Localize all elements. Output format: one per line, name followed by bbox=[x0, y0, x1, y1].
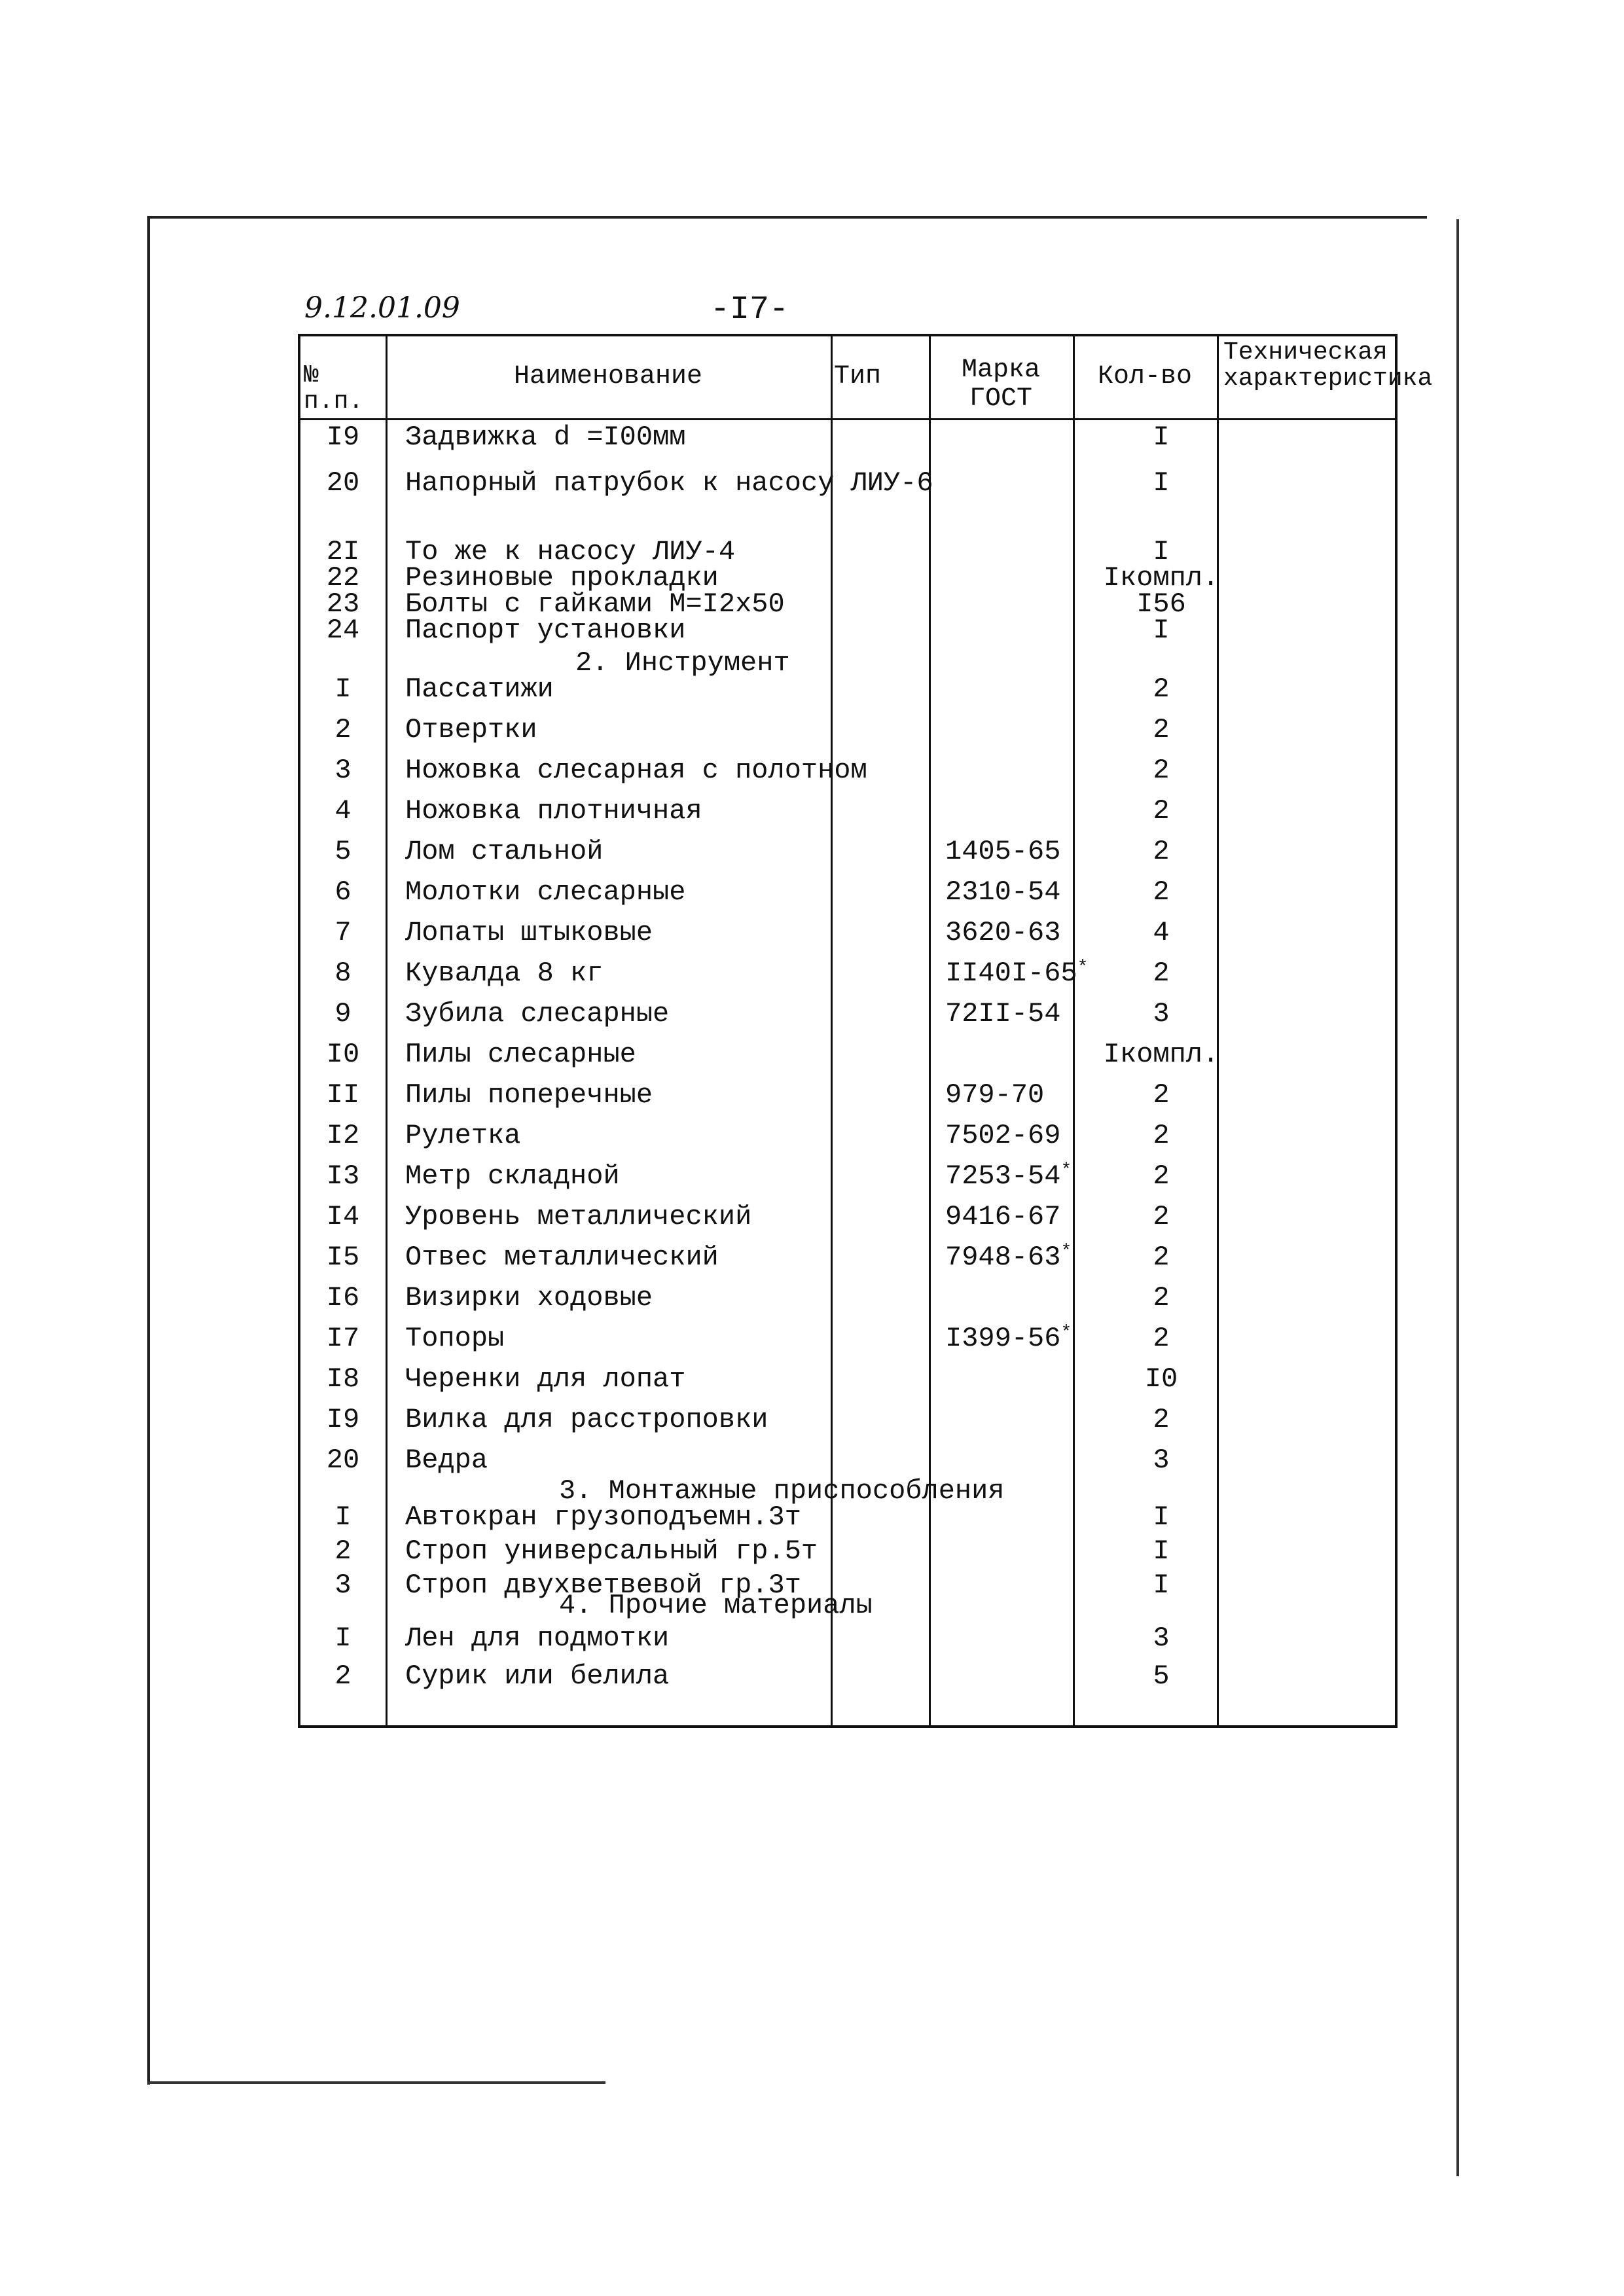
row-number: I6 bbox=[326, 1282, 360, 1314]
row-gost: 2310-54 bbox=[945, 876, 1061, 908]
row-name: Метр складной bbox=[405, 1160, 620, 1192]
header-name: Наименование bbox=[513, 362, 703, 391]
row-name: Визирки ходовые bbox=[405, 1282, 653, 1314]
row-number: 24 bbox=[326, 615, 360, 646]
row-number: I bbox=[334, 1501, 352, 1533]
row-quantity: 3 bbox=[1153, 998, 1170, 1030]
row-name: Топоры bbox=[405, 1323, 505, 1354]
section-heading: 4. Прочие материалы bbox=[559, 1590, 873, 1621]
equipment-table bbox=[298, 334, 1433, 1728]
table-row bbox=[300, 1623, 1395, 1663]
row-name: Пилы поперечные bbox=[405, 1079, 653, 1111]
row-quantity: I bbox=[1153, 1501, 1170, 1533]
table-row bbox=[300, 876, 1395, 917]
row-number: 3 bbox=[334, 1570, 352, 1601]
row-name: Пилы слесарные bbox=[405, 1039, 636, 1070]
table-row bbox=[300, 917, 1395, 958]
row-quantity: 2 bbox=[1153, 714, 1170, 745]
header-type: Тип bbox=[834, 362, 882, 391]
row-number: I3 bbox=[326, 1160, 360, 1192]
header-gost: Марка ГОСТ bbox=[961, 355, 1041, 414]
row-number: I9 bbox=[326, 1404, 360, 1435]
row-quantity: 2 bbox=[1153, 755, 1170, 786]
row-name: Ножовка плотничная bbox=[405, 795, 702, 827]
table-row bbox=[300, 1120, 1395, 1160]
gost-mark: * bbox=[1060, 1160, 1072, 1181]
row-name: Строп универсальный гр.5т bbox=[405, 1535, 818, 1567]
row-name: Вилка для расстроповки bbox=[405, 1404, 768, 1435]
row-quantity: I bbox=[1153, 467, 1170, 499]
row-number: I2 bbox=[326, 1120, 360, 1151]
row-quantity: Iкомпл. bbox=[1103, 562, 1219, 594]
row-gost: 1405-65 bbox=[945, 836, 1061, 867]
table-row bbox=[300, 1079, 1395, 1120]
table-row bbox=[300, 1404, 1395, 1444]
row-number: I4 bbox=[326, 1201, 360, 1232]
row-gost: 979-70 bbox=[945, 1079, 1045, 1111]
row-gost: 7253-54* bbox=[945, 1160, 1072, 1192]
row-gost: 7502-69 bbox=[945, 1120, 1061, 1151]
row-number: 23 bbox=[326, 588, 360, 620]
table-row bbox=[300, 673, 1395, 714]
row-quantity: 2 bbox=[1153, 1120, 1170, 1151]
row-number: 7 bbox=[334, 917, 352, 948]
row-name: Черенки для лопат bbox=[405, 1363, 686, 1395]
gost-mark: * bbox=[1077, 958, 1089, 978]
row-name: Ножовка слесарная с полотном bbox=[405, 755, 867, 786]
row-name: Лом стальной bbox=[405, 836, 604, 867]
row-gost: 3620-63 bbox=[945, 917, 1061, 948]
row-number: I0 bbox=[326, 1039, 360, 1070]
row-quantity: 2 bbox=[1153, 1201, 1170, 1232]
row-quantity: I56 bbox=[1136, 588, 1186, 620]
table-row bbox=[300, 1323, 1395, 1363]
table-row bbox=[300, 1242, 1395, 1282]
row-name: Кувалда 8 кг bbox=[405, 958, 604, 989]
page-frame-bottom bbox=[147, 2081, 605, 2084]
row-name: Болты с гайками М=I2х50 bbox=[405, 588, 785, 620]
section-heading: 2. Инструмент bbox=[575, 647, 790, 679]
row-quantity: 2 bbox=[1153, 795, 1170, 827]
row-gost: I399-56* bbox=[945, 1323, 1072, 1354]
row-name: Резиновые прокладки bbox=[405, 562, 719, 594]
table-row bbox=[300, 1282, 1395, 1323]
row-number: 6 bbox=[334, 876, 352, 908]
row-number: 2 bbox=[334, 1535, 352, 1567]
header-num: № п.п. bbox=[304, 361, 364, 416]
row-quantity: 5 bbox=[1153, 1660, 1170, 1692]
row-number: I bbox=[334, 673, 352, 705]
row-gost: 7948-63* bbox=[945, 1242, 1072, 1273]
row-number: I9 bbox=[326, 422, 360, 453]
row-quantity: 2 bbox=[1153, 836, 1170, 867]
table-row bbox=[300, 836, 1395, 876]
row-quantity: 3 bbox=[1153, 1623, 1170, 1654]
row-number: 8 bbox=[334, 958, 352, 989]
page-frame-right bbox=[1456, 219, 1459, 2176]
row-name: То же к насосу ЛИУ-4 bbox=[405, 536, 736, 567]
row-number: I5 bbox=[326, 1242, 360, 1273]
row-number: I7 bbox=[326, 1323, 360, 1354]
row-name: Пассатижи bbox=[405, 673, 554, 705]
row-number: 5 bbox=[334, 836, 352, 867]
row-quantity: 2 bbox=[1153, 1282, 1170, 1314]
row-name: Зубила слесарные bbox=[405, 998, 670, 1030]
row-quantity: 2 bbox=[1153, 1242, 1170, 1273]
row-quantity: I bbox=[1153, 1535, 1170, 1567]
row-quantity: 2 bbox=[1153, 876, 1170, 908]
row-name: Паспорт установки bbox=[405, 615, 686, 646]
row-number: 20 bbox=[326, 467, 360, 499]
row-quantity: I bbox=[1153, 1570, 1170, 1601]
table-row bbox=[300, 1039, 1395, 1079]
row-number: 2I bbox=[326, 536, 360, 567]
row-number: I bbox=[334, 1623, 352, 1654]
row-name: Автокран грузоподъемн.3т bbox=[405, 1501, 801, 1533]
row-quantity: 3 bbox=[1153, 1444, 1170, 1476]
table-row bbox=[300, 755, 1395, 795]
header-divider bbox=[300, 418, 1395, 420]
row-name: Лопаты штыковые bbox=[405, 917, 653, 948]
page-frame-left bbox=[147, 216, 150, 2085]
row-quantity: I bbox=[1153, 422, 1170, 453]
row-gost: 9416-67 bbox=[945, 1201, 1061, 1232]
row-number: 22 bbox=[326, 562, 360, 594]
table-row bbox=[300, 958, 1395, 998]
row-name: Ведра bbox=[405, 1444, 488, 1476]
row-quantity: I bbox=[1153, 536, 1170, 567]
row-name: Уровень металлический bbox=[405, 1201, 752, 1232]
table-row bbox=[300, 1363, 1395, 1404]
row-number: 4 bbox=[334, 795, 352, 827]
table-row bbox=[300, 1160, 1395, 1201]
row-gost: II40I-65* bbox=[945, 958, 1089, 989]
header-qty: Кол-во bbox=[1097, 362, 1193, 391]
table-row bbox=[300, 615, 1395, 655]
row-quantity: 2 bbox=[1153, 1323, 1170, 1354]
row-quantity: 2 bbox=[1153, 958, 1170, 989]
row-number: II bbox=[326, 1079, 360, 1111]
header-spec: Техническая характеристика bbox=[1223, 338, 1433, 393]
row-number: 3 bbox=[334, 755, 352, 786]
row-name: Сурик или белила bbox=[405, 1660, 670, 1692]
row-quantity: 2 bbox=[1153, 1160, 1170, 1192]
row-quantity: 2 bbox=[1153, 1079, 1170, 1111]
table-row bbox=[300, 467, 1395, 508]
row-number: 2 bbox=[334, 1660, 352, 1692]
table-row bbox=[300, 1660, 1395, 1701]
row-name: Отвертки bbox=[405, 714, 537, 745]
row-quantity: I0 bbox=[1144, 1363, 1178, 1395]
table-row bbox=[300, 422, 1395, 462]
row-quantity: 2 bbox=[1153, 1404, 1170, 1435]
gost-mark: * bbox=[1060, 1323, 1072, 1343]
table-row bbox=[300, 795, 1395, 836]
page-frame-top bbox=[147, 216, 1427, 219]
row-quantity: 2 bbox=[1153, 673, 1170, 705]
row-quantity: Iкомпл. bbox=[1103, 1039, 1219, 1070]
row-name: Напорный патрубок к насосу ЛИУ-6 bbox=[405, 467, 933, 499]
row-name: Рулетка bbox=[405, 1120, 521, 1151]
table-row bbox=[300, 998, 1395, 1039]
row-number: 2 bbox=[334, 714, 352, 745]
row-number: 20 bbox=[326, 1444, 360, 1476]
row-number: 9 bbox=[334, 998, 352, 1030]
row-name: Молотки слесарные bbox=[405, 876, 686, 908]
gost-mark: * bbox=[1060, 1242, 1072, 1262]
section-heading: 3. Монтажные приспособления bbox=[559, 1475, 1005, 1507]
page-number: -I7- bbox=[710, 291, 789, 329]
document-code: 9.12.01.09 bbox=[304, 291, 460, 325]
row-gost: 72II-54 bbox=[945, 998, 1061, 1030]
row-number: I8 bbox=[326, 1363, 360, 1395]
row-name: Отвес металлический bbox=[405, 1242, 719, 1273]
table-row bbox=[300, 1201, 1395, 1242]
row-name: Задвижка d =I00мм bbox=[405, 422, 686, 453]
table-row bbox=[300, 714, 1395, 755]
row-quantity: 4 bbox=[1153, 917, 1170, 948]
row-name: Строп двухветвевой гр.3т bbox=[405, 1570, 801, 1601]
row-quantity: I bbox=[1153, 615, 1170, 646]
row-name: Лен для подмотки bbox=[405, 1623, 670, 1654]
